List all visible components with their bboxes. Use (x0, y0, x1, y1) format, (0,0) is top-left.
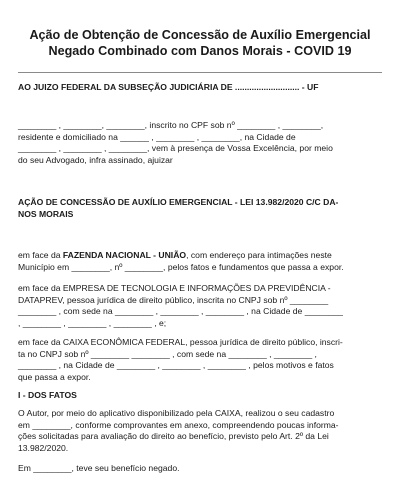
section-facts-heading: I - DOS FATOS (18, 390, 77, 400)
facts-paragraph-2: Em ________, teve seu benefício negado. (18, 463, 180, 473)
defendant-dataprev-line-3: ________ , com sede na ________ , ________ , ________ , na Cidade de ________ (18, 306, 343, 316)
facts-p1-line-4: 13.982/2020. (18, 442, 69, 453)
defendant-caixa-line-3: ________ , na Cidade de ________ , ________ , ________ , pelos motivos e fatos (18, 360, 334, 370)
document-title (0, 27, 400, 59)
action-title (18, 197, 382, 220)
defendant-caixa-line-4: que passa a expor. (18, 371, 91, 382)
author-qualification (18, 120, 382, 166)
defendant-caixa-line-1: em face da CAIXA ECONÔMICA FEDERAL, pessoa jurídica de direito público, inscri- (18, 337, 343, 347)
addressee: AO JUIZO FEDERAL DA SUBSEÇÃO JUDICIÁRIA DE ........................... - UF (18, 82, 319, 92)
facts-p1-line-1: O Autor, por meio do aplicativo disponibilizado pela CAIXA, realizou o seu cadastro (18, 408, 335, 418)
action-title-line-1: AÇÃO DE CONCESSÃO DE AUXÍLIO EMERGENCIAL - LEI 13.982/2020 C/C DA- (18, 197, 339, 207)
defendant-union-post: , com endereço para intimações neste (186, 250, 332, 260)
facts-paragraph-1 (18, 408, 382, 454)
defendant-caixa-line-2: ta no CNPJ sob nº ________ ________ , com sede na ________ , ________ , (18, 348, 317, 359)
defendant-union-line-1 (18, 250, 382, 262)
title-divider (18, 72, 382, 73)
defendant-caixa (18, 337, 382, 383)
author-line-1: ________ , ________, ________, inscrito no CPF sob nº ________ , ________, (18, 120, 324, 130)
title-line-2: Negado Combinado com Danos Morais - COVID 19 (48, 44, 352, 58)
defendant-union-line-2: Município em ________, nº ________, pelos fatos e fundamentos que passa a expor. (18, 261, 344, 272)
title-line-1: Ação de Obtenção de Concessão de Auxílio Emergencial (29, 28, 371, 42)
action-title-line-2: NOS MORAIS (18, 208, 74, 219)
defendant-dataprev-line-4: , ________ , ________ , ________ , e; (18, 317, 167, 328)
author-line-2: residente e domiciliado na ______ , ________ , ________, na Cidade de (18, 131, 296, 142)
facts-p1-line-3: ções solicitadas para avaliação do direito ao benefício, previsto pelo Art. 2º da Lei (18, 431, 329, 441)
defendant-union-name: FAZENDA NACIONAL - UNIÃO (62, 250, 187, 260)
author-line-4: do seu Advogado, infra assinado, ajuizar (18, 154, 173, 165)
defendant-union (18, 250, 382, 273)
defendant-dataprev-line-1: em face da EMPRESA DE TECNOLOGIA E INFORMAÇÕES DA PREVIDÊNCIA - (18, 283, 331, 293)
author-line-3: ________ , ________ , ________, vem à presença de Vossa Excelência, por meio (18, 143, 333, 153)
defendant-dataprev (18, 283, 382, 329)
defendant-union-pre: em face da (18, 250, 63, 260)
facts-p1-line-2: em ________, conforme comprovantes em anexo, compreendendo poucas informa- (18, 419, 339, 430)
defendant-dataprev-line-2: DATAPREV, pessoa jurídica de direito público, inscrita no CNPJ sob nº ________ (18, 294, 329, 305)
